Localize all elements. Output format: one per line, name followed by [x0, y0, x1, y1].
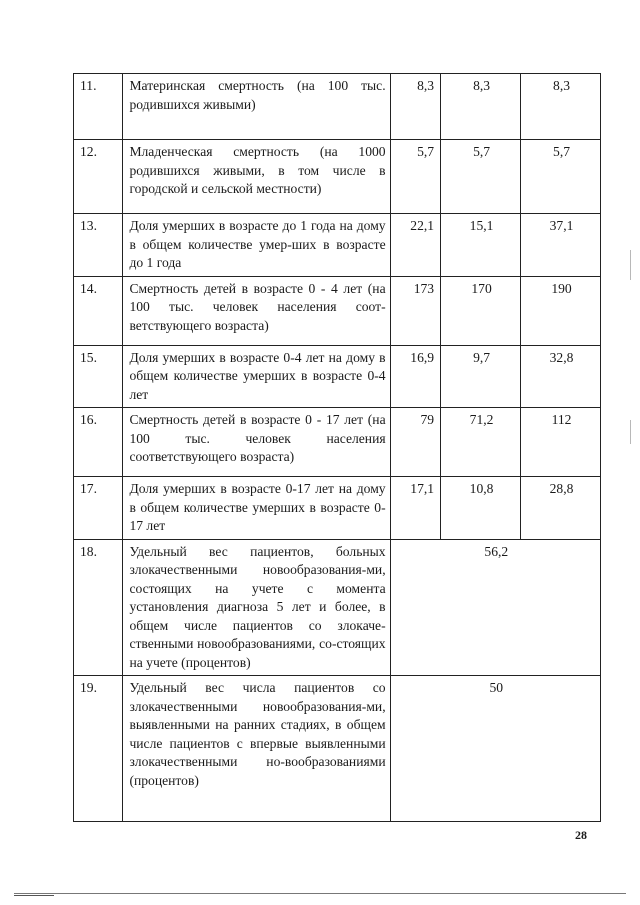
value-cell-1: 79 — [390, 408, 440, 477]
value-cell-3: 112 — [521, 408, 601, 477]
row-number: 19. — [74, 676, 123, 822]
value-cell-2: 10,8 — [441, 477, 521, 540]
table-row — [74, 214, 601, 277]
indicator-name: Удельный вес пациентов, больных злокачественными новообразования-ми, состоящих на учете с момента установления диагноза 5 лет и более, в общем числе пациентов со злокаче-ственными новообразованиями, со-стоящих на учете (процентов) — [123, 539, 390, 676]
indicator-name: Доля умерших в возрасте 0-4 лет на дому в общем количестве умерших в возрасте 0-4 лет — [123, 345, 390, 408]
value-cell-2: 8,3 — [441, 74, 521, 140]
bottom-divider — [14, 893, 626, 894]
scan-edge-mark — [630, 250, 631, 280]
bottom-divider-short — [14, 895, 54, 896]
row-number: 17. — [74, 477, 123, 540]
value-cell-2: 9,7 — [441, 345, 521, 408]
page-number: 28 — [575, 828, 587, 842]
value-cell-3: 32,8 — [521, 345, 601, 408]
table-row — [74, 539, 601, 676]
row-number: 18. — [74, 539, 123, 676]
table-row — [74, 408, 601, 477]
row-number: 16. — [74, 408, 123, 477]
table-row — [74, 276, 601, 345]
value-cell-2: 15,1 — [441, 214, 521, 277]
value-cell-3: 190 — [521, 276, 601, 345]
value-cell-2: 5,7 — [441, 140, 521, 214]
row-number: 11. — [74, 74, 123, 140]
value-cell-1: 22,1 — [390, 214, 440, 277]
value-cell-3: 5,7 — [521, 140, 601, 214]
value-cell-1: 173 — [390, 276, 440, 345]
value-cell-1: 17,1 — [390, 477, 440, 540]
merged-value-cell: 50 — [390, 676, 600, 822]
value-cell-3: 37,1 — [521, 214, 601, 277]
indicator-name: Доля умерших в возрасте до 1 года на дому в общем количестве умер-ших в возрасте до 1 года — [123, 214, 390, 277]
indicator-name: Смертность детей в возрасте 0 - 4 лет (на 100 тыс. человек населения соот-ветствующего возраста) — [123, 276, 390, 345]
table-row — [74, 345, 601, 408]
merged-value-cell: 56,2 — [390, 539, 600, 676]
table-row — [74, 74, 601, 140]
value-cell-1: 16,9 — [390, 345, 440, 408]
indicators-table — [73, 73, 601, 822]
indicator-name: Удельный вес числа пациентов со злокачественными новообразования-ми, выявленными на ранних стадиях, в общем числе пациентов с впервые выявленными злокачественными но-вообразованиями (процентов) — [123, 676, 390, 822]
row-number: 12. — [74, 140, 123, 214]
value-cell-2: 170 — [441, 276, 521, 345]
value-cell-1: 5,7 — [390, 140, 440, 214]
table-row — [74, 140, 601, 214]
indicator-name: Материнская смертность (на 100 тыс. родившихся живыми) — [123, 74, 390, 140]
scan-edge-mark — [630, 420, 631, 444]
indicator-name: Доля умерших в возрасте 0-17 лет на дому в общем количестве умерших в возрасте 0-17 лет — [123, 477, 390, 540]
value-cell-1: 8,3 — [390, 74, 440, 140]
value-cell-3: 28,8 — [521, 477, 601, 540]
indicator-name: Смертность детей в возрасте 0 - 17 лет (на 100 тыс. человек населения соответствующего возраста) — [123, 408, 390, 477]
row-number: 13. — [74, 214, 123, 277]
value-cell-3: 8,3 — [521, 74, 601, 140]
indicator-name: Младенческая смертность (на 1000 родившихся живыми, в том числе в городской и сельской местности) — [123, 140, 390, 214]
row-number: 14. — [74, 276, 123, 345]
value-cell-2: 71,2 — [441, 408, 521, 477]
row-number: 15. — [74, 345, 123, 408]
table-row — [74, 477, 601, 540]
table-row — [74, 676, 601, 822]
